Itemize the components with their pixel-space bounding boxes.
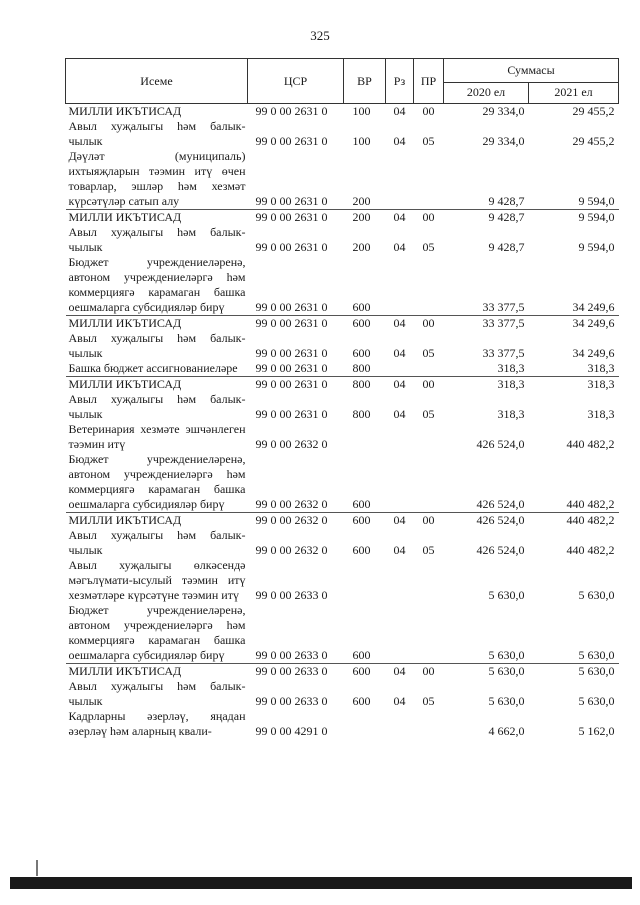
row-amount-2020: 4 662,0 [488,724,525,738]
row-amount-2021: 440 482,2 [566,497,615,511]
row-pr-code [414,149,444,210]
row-name: Авыл хуҗалыгы һәм балык-чылык [68,331,246,360]
row-rz-code: 04 [386,377,414,393]
row-amount-2021: 34 249,6 [529,316,619,332]
row-csr-code: 99 0 00 2633 0 [255,694,328,708]
row-amount-2021: 440 482,2 [529,513,619,529]
header-rz: Рз [386,59,414,104]
row-amount-2021: 318,3 [529,377,619,393]
page-number: 325 [310,28,330,43]
margin-mark [36,860,38,876]
table-row [66,377,619,393]
row-csr-code: 99 0 00 2632 0 [248,513,344,529]
row-csr-code: 99 0 00 2631 0 [255,240,328,254]
row-name: Кадрларны әзерләү, яңадан әзерләү һәм аларның квали- [68,709,246,738]
row-amount-2020: 5 630,0 [444,664,529,680]
row-amount-2020: 33 377,5 [482,346,525,360]
row-csr-code: 99 0 00 2631 0 [248,210,344,226]
header-pr: ПР [414,59,444,104]
row-rz-code: 04 [386,210,414,226]
row-name: Авыл хуҗалыгы һәм балык-чылык [68,528,246,557]
row-amount-2021: 29 455,2 [529,104,619,120]
table-row [66,709,619,739]
row-csr-code: 99 0 00 2633 0 [255,588,328,602]
row-vr-code [344,709,386,739]
row-amount-2021: 5 630,0 [578,588,615,602]
table-header [66,59,619,104]
row-csr-code: 99 0 00 2633 0 [248,664,344,680]
row-pr-code [414,709,444,739]
budget-table [65,58,619,739]
row-pr-code [414,361,444,377]
row-csr-code: 99 0 00 2632 0 [255,497,328,511]
row-csr-code: 99 0 00 2633 0 [255,648,328,662]
row-amount-2021: 440 482,2 [566,437,615,451]
row-rz-code [386,361,414,377]
row-amount-2021: 9 594,0 [578,194,615,208]
row-pr-code: 05 [422,346,435,360]
row-vr-code [344,422,386,452]
row-pr-code [414,255,444,316]
row-amount-2020: 426 524,0 [476,497,525,511]
table-row [66,558,619,603]
row-csr-code: 99 0 00 4291 0 [255,724,328,738]
row-amount-2021: 5 630,0 [578,694,615,708]
row-amount-2020: 9 428,7 [488,240,525,254]
row-vr-code: 800 [352,361,371,375]
row-amount-2020: 318,3 [497,407,525,421]
row-pr-code: 00 [414,664,444,680]
row-vr-code: 100 [352,134,371,148]
row-csr-code: 99 0 00 2632 0 [255,437,328,451]
row-amount-2020: 33 377,5 [482,300,525,314]
row-name: Башка бюджет ассигнованиеләре [68,361,238,375]
row-vr-code: 100 [344,104,386,120]
row-pr-code: 00 [414,210,444,226]
row-amount-2021: 440 482,2 [566,543,615,557]
row-vr-code: 600 [352,497,371,511]
row-csr-code: 99 0 00 2631 0 [255,134,328,148]
row-rz-code: 04 [393,543,406,557]
row-name: МИЛЛИ ИКЪТИСАД [66,104,248,120]
row-rz-code [386,452,414,513]
row-pr-code: 05 [422,543,435,557]
table-row [66,210,619,226]
row-amount-2021: 34 249,6 [572,346,615,360]
row-vr-code: 600 [344,664,386,680]
row-name: Дәүләт (муниципаль) ихтыяҗларын тәэмин итү өчен товарлар, эшләр һәм хезмәт күрсәтүләр сатып алу [68,149,246,208]
row-name: МИЛЛИ ИКЪТИСАД [66,377,248,393]
row-rz-code: 04 [386,664,414,680]
row-amount-2021: 5 630,0 [578,648,615,662]
row-amount-2020: 9 428,7 [488,194,525,208]
row-name: Авыл хуҗалыгы һәм балык-чылык [68,119,246,148]
row-amount-2021: 5 630,0 [529,664,619,680]
row-csr-code: 99 0 00 2631 0 [255,346,328,360]
row-name: Авыл хуҗалыгы өлкәсендә мәгълүмати-ысулый тәэмин итү хезмәтләре күрсәтүне тәэмин итү [68,558,246,602]
table-row [66,679,619,709]
table-row [66,361,619,377]
row-rz-code: 04 [393,694,406,708]
row-csr-code: 99 0 00 2631 0 [248,377,344,393]
table-row [66,225,619,255]
row-csr-code: 99 0 00 2632 0 [255,543,328,557]
row-name: Авыл хуҗалыгы һәм балык-чылык [68,225,246,254]
table-row [66,664,619,680]
row-amount-2021: 29 455,2 [572,134,615,148]
row-name: МИЛЛИ ИКЪТИСАД [66,513,248,529]
row-vr-code: 600 [352,694,371,708]
row-rz-code: 04 [386,104,414,120]
header-csr: ЦСР [248,59,344,104]
table-row [66,392,619,422]
row-vr-code: 200 [352,194,371,208]
table-row [66,104,619,120]
row-csr-code: 99 0 00 2631 0 [255,407,328,421]
table-row [66,513,619,529]
row-pr-code [414,422,444,452]
row-csr-code: 99 0 00 2631 0 [255,194,328,208]
row-vr-code: 600 [344,513,386,529]
row-amount-2020: 29 334,0 [444,104,529,120]
table-body [66,104,619,740]
header-year-2020: 2020 ел [444,82,529,103]
table-row [66,119,619,149]
header-name: Исеме [66,59,248,104]
row-amount-2020: 318,3 [497,361,525,375]
row-vr-code: 200 [352,240,371,254]
row-pr-code [414,452,444,513]
row-vr-code: 600 [352,543,371,557]
row-amount-2020: 5 630,0 [488,588,525,602]
row-name: МИЛЛИ ИКЪТИСАД [66,210,248,226]
table-row [66,452,619,513]
row-pr-code: 00 [414,377,444,393]
row-amount-2021: 318,3 [587,361,615,375]
row-pr-code [414,558,444,603]
table-row [66,422,619,452]
row-amount-2021: 9 594,0 [578,240,615,254]
row-csr-code: 99 0 00 2631 0 [248,104,344,120]
table-row [66,255,619,316]
row-name: МИЛЛИ ИКЪТИСАД [66,664,248,680]
row-amount-2020: 426 524,0 [476,543,525,557]
row-vr-code: 800 [344,377,386,393]
row-pr-code: 05 [422,694,435,708]
table-row [66,528,619,558]
row-pr-code: 05 [422,407,435,421]
row-rz-code: 04 [393,240,406,254]
row-name: Авыл хуҗалыгы һәм балык-чылык [68,392,246,421]
row-name: Бюджет учреждениеләренә, автоном учреждениеләргә һәм коммерциягә карамаган башка оешмаларга субсидияләр бирү [68,255,246,314]
row-pr-code [414,603,444,664]
table-row [66,603,619,664]
row-name: МИЛЛИ ИКЪТИСАД [66,316,248,332]
header-year-2021: 2021 ел [529,82,619,103]
row-pr-code: 05 [422,240,435,254]
row-rz-code [386,558,414,603]
row-amount-2020: 29 334,0 [482,134,525,148]
row-rz-code: 04 [386,316,414,332]
row-vr-code: 600 [352,346,371,360]
row-vr-code: 600 [344,316,386,332]
row-amount-2021: 318,3 [587,407,615,421]
row-rz-code: 04 [393,134,406,148]
scan-bottom-border [10,877,632,889]
table-row [66,316,619,332]
row-amount-2020: 318,3 [444,377,529,393]
header-sums: Суммасы [444,59,619,83]
row-amount-2020: 33 377,5 [444,316,529,332]
row-rz-code [386,149,414,210]
row-amount-2021: 34 249,6 [572,300,615,314]
row-rz-code [386,709,414,739]
row-vr-code: 600 [352,648,371,662]
row-vr-code [344,558,386,603]
row-rz-code [386,255,414,316]
row-csr-code: 99 0 00 2631 0 [255,300,328,314]
row-name: Авыл хуҗалыгы һәм балык-чылык [68,679,246,708]
row-name: Ветеринария хезмәте эшчәнлеген тәэмин итү [68,422,246,451]
row-amount-2020: 5 630,0 [488,694,525,708]
row-amount-2020: 5 630,0 [488,648,525,662]
row-amount-2021: 9 594,0 [529,210,619,226]
row-rz-code: 04 [393,346,406,360]
row-pr-code: 00 [414,513,444,529]
row-name: Бюджет учреждениеләренә, автоном учреждениеләргә һәм коммерциягә карамаган башка оешмаларга субсидияләр бирү [68,603,246,662]
row-amount-2020: 9 428,7 [444,210,529,226]
row-amount-2020: 426 524,0 [444,513,529,529]
table-row [66,331,619,361]
table-row [66,149,619,210]
row-rz-code [386,422,414,452]
row-pr-code: 00 [414,104,444,120]
row-name: Бюджет учреждениеләренә, автоном учреждениеләргә һәм коммерциягә карамаган башка оешмаларга субсидияләр бирү [68,452,246,511]
row-amount-2020: 426 524,0 [476,437,525,451]
row-pr-code: 05 [422,134,435,148]
row-rz-code: 04 [393,407,406,421]
row-csr-code: 99 0 00 2631 0 [255,361,328,375]
row-rz-code: 04 [386,513,414,529]
header-vr: ВР [344,59,386,104]
row-vr-code: 200 [344,210,386,226]
row-amount-2021: 5 162,0 [578,724,615,738]
row-rz-code [386,603,414,664]
row-pr-code: 00 [414,316,444,332]
row-vr-code: 800 [352,407,371,421]
row-csr-code: 99 0 00 2631 0 [248,316,344,332]
row-vr-code: 600 [352,300,371,314]
